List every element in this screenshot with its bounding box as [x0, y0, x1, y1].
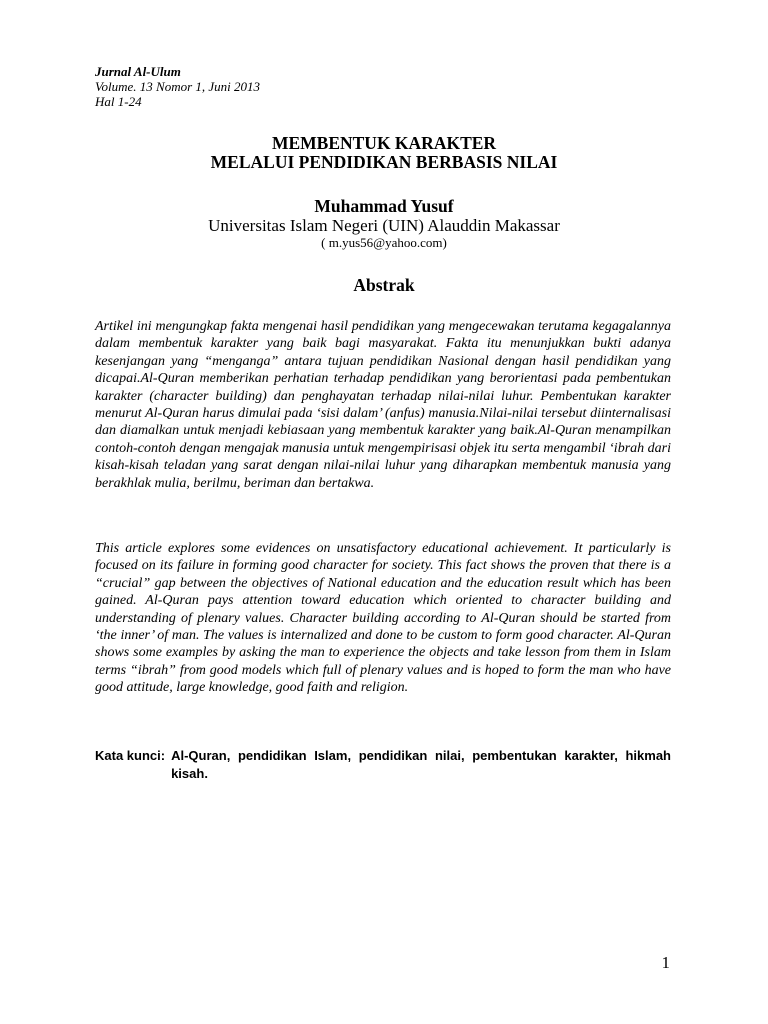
keywords: [95, 747, 671, 783]
paper-title: [0, 134, 768, 172]
journal-volume: Volume. 13 Nomor 1, Juni 2013: [95, 79, 261, 94]
keywords-label: Kata kunci:: [95, 748, 166, 763]
keywords-text: Al-Quran, pendidikan Islam, pendidikan nilai, pembentukan karakter, hikmah kisah.: [171, 748, 671, 781]
abstract-heading: Abstrak: [353, 275, 415, 295]
abstract-indonesian: Artikel ini mengungkap fakta mengenai hasil pendidikan yang mengecewakan terutama kegagalannya dalam membentuk karakter yang baik bagi masyarakat. Fakta itu menunjukkan bukti adanya kesenjangan yang “menganga” antara tujuan pendidikan Nasional dengan hasil pendidikan yang dicapai.Al-Quran memberikan perhatian terhadap pendidikan yang berorientasi pada pembentukan karakter (character building) dan penghayatan terhadap nilai-nilai luhur. Pembentukan karakter menurut Al-Quran harus dimulai pada ‘sisi dalam’ (anfus) manusia.Nilai-nilai tersebut diinternalisasi dan diamalkan untuk menjadi kebiasaan yang membentuk karakter yang baik.Al-Quran menampilkan contoh-contoh dengan mengajak manusia untuk mengempirisasi objek itu serta mengambil ‘ibrah dari kisah-kisah teladan yang sarat dengan nilai-nilai luhur yang diharapkan membentuk manusia yang berakhlak mulia, berilmu, beriman dan bertakwa.: [95, 319, 671, 491]
journal-name: Jurnal Al-Ulum: [95, 64, 181, 79]
paper-title-line-1: MEMBENTUK KARAKTER: [271, 133, 497, 153]
abstract-english: This article explores some evidences on unsatisfactory educational achievement. It particularly is focused on its failure in forming good character for society. This fact shows the proven that there is a “crucial” gap between the objectives of National education and the education result which has been gained. Al-Quran pays attention toward education which oriented to character building and understanding of plenary values. Character building according to Al-Quran should be started from ‘the inner’ of man. The values is internalized and done to be custom to form good character. Al-Quran shows some examples by asking the man to experience the objects and take lesson from them in Islam terms “ibrah” from good models which full of plenary values and is hoped to form the man who have good attitude, large knowledge, good faith and religion.: [95, 541, 671, 696]
author-email: ( m.yus56@yahoo.com): [321, 235, 447, 250]
journal-header: [95, 64, 260, 109]
page-number: 1: [661, 953, 670, 972]
author-affiliation: Universitas Islam Negeri (UIN) Alauddin Makassar: [208, 216, 560, 235]
journal-pages: Hal 1-24: [95, 94, 142, 109]
author-name: Muhammad Yusuf: [314, 196, 454, 216]
paper-title-line-2: MELALUI PENDIDIKAN BERBASIS NILAI: [210, 152, 558, 172]
